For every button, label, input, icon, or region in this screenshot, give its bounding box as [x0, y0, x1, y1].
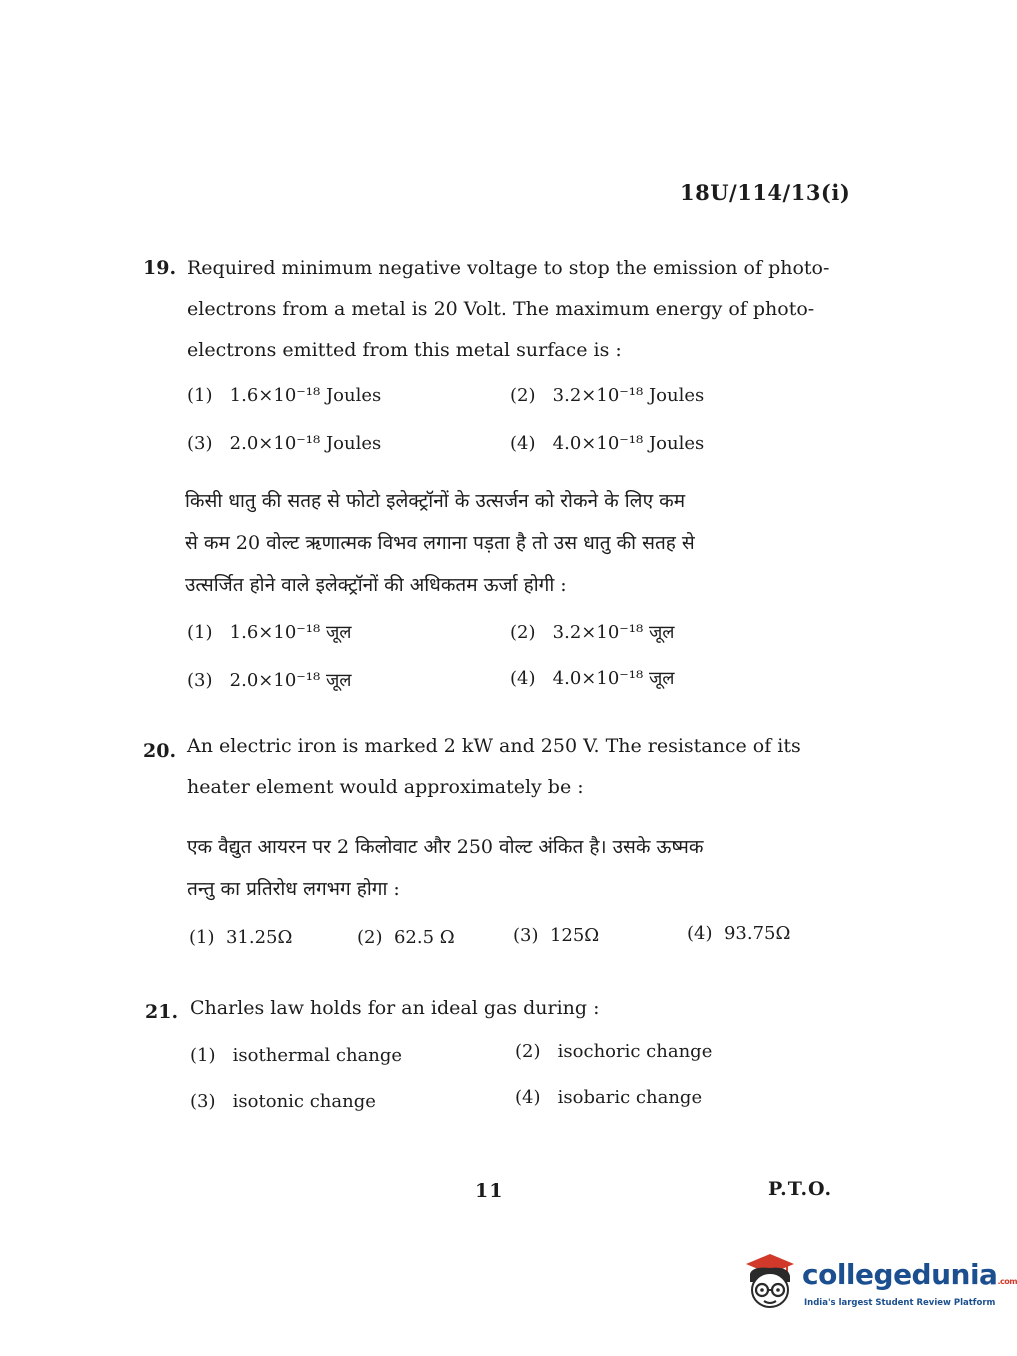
option-1[interactable] — [190, 1045, 402, 1066]
question-line: electrons from a metal is 20 Volt. The maximum energy of photo- — [187, 298, 815, 320]
question-text-hindi — [187, 826, 837, 910]
hindi-line: से कम 20 वोल्ट ऋणात्मक विभव लगाना पड़ता है तो उस धातु की सतह से — [185, 532, 695, 554]
option-number: (3) — [187, 670, 213, 691]
option-text: 4.0×10⁻¹⁸ Joules — [552, 433, 705, 454]
option-text: 1.6×10⁻¹⁸ Joules — [229, 385, 382, 406]
paper-code: 18U/114/13(i) — [680, 180, 851, 205]
option-number: (3) — [187, 433, 213, 454]
question-line: heater element would approximately be : — [187, 776, 584, 798]
question-text — [190, 988, 830, 1029]
question-text — [187, 248, 830, 371]
option-3[interactable] — [190, 1091, 376, 1112]
option-4[interactable] — [510, 433, 704, 454]
option-number: (4) — [687, 923, 713, 944]
option-number: (1) — [189, 927, 215, 948]
collegedunia-watermark — [742, 1250, 1017, 1320]
hindi-option-1[interactable] — [187, 620, 352, 644]
option-text: 4.0×10⁻¹⁸ जूल — [552, 668, 675, 689]
question-line: Required minimum negative voltage to stop the emission of photo- — [187, 257, 830, 279]
option-2[interactable] — [357, 927, 455, 948]
option-text: 125Ω — [549, 925, 600, 946]
option-text: 3.2×10⁻¹⁸ जूल — [552, 622, 675, 643]
question-text-hindi — [185, 480, 835, 606]
option-number: (2) — [515, 1041, 541, 1062]
option-number: (2) — [510, 622, 536, 643]
hindi-option-3[interactable] — [187, 668, 352, 692]
option-text: isotonic change — [232, 1091, 376, 1112]
option-number: (3) — [513, 925, 539, 946]
question-line: electrons emitted from this metal surface is : — [187, 339, 622, 361]
option-4[interactable] — [515, 1087, 702, 1108]
hindi-line: एक वैद्युत आयरन पर 2 किलोवाट और 250 वोल्ट अंकित है। उसके ऊष्मक — [187, 836, 704, 858]
option-3[interactable] — [187, 433, 381, 454]
option-text: 3.2×10⁻¹⁸ Joules — [552, 385, 705, 406]
question-number: 21. — [145, 1001, 179, 1023]
option-text: 1.6×10⁻¹⁸ जूल — [229, 622, 352, 643]
option-number: (4) — [510, 668, 536, 689]
option-number: (1) — [187, 385, 213, 406]
option-4[interactable] — [687, 923, 790, 944]
option-text: 93.75Ω — [723, 923, 791, 944]
option-2[interactable] — [515, 1041, 712, 1062]
question-text — [187, 726, 827, 808]
mascot-icon — [742, 1252, 798, 1312]
option-number: (2) — [510, 385, 536, 406]
option-number: (4) — [510, 433, 536, 454]
option-number: (3) — [190, 1091, 216, 1112]
hindi-line: तन्तु का प्रतिरोध लगभग होगा : — [187, 878, 400, 900]
option-text: isochoric change — [557, 1041, 713, 1062]
option-2[interactable] — [510, 385, 704, 406]
question-number: 20. — [143, 740, 177, 762]
hindi-option-2[interactable] — [510, 620, 675, 644]
question-line: An electric iron is marked 2 kW and 250 V. The resistance of its — [187, 735, 801, 757]
hindi-line: किसी धातु की सतह से फोटो इलेक्ट्रॉनों के उत्सर्जन को रोकने के लिए कम — [185, 490, 686, 512]
option-1[interactable] — [189, 927, 292, 948]
option-number: (1) — [187, 622, 213, 643]
question-number: 19. — [143, 257, 177, 279]
option-3[interactable] — [513, 925, 599, 946]
page-number: 11 — [475, 1180, 504, 1202]
option-number: (4) — [515, 1087, 541, 1108]
pto-label: P.T.O. — [768, 1178, 833, 1200]
option-text: 2.0×10⁻¹⁸ Joules — [229, 433, 382, 454]
brand-name: collegedunia.com — [802, 1258, 1017, 1291]
hindi-option-4[interactable] — [510, 666, 675, 690]
hindi-line: उत्सर्जित होने वाले इलेक्ट्रॉनों की अधिकतम ऊर्जा होगी : — [185, 574, 567, 596]
brand-tagline: India's largest Student Review Platform — [804, 1298, 996, 1308]
question-line: Charles law holds for an ideal gas during : — [190, 997, 600, 1019]
option-1[interactable] — [187, 385, 381, 406]
option-text: 2.0×10⁻¹⁸ जूल — [229, 670, 352, 691]
option-text: isothermal change — [232, 1045, 403, 1066]
option-text: 62.5 Ω — [393, 927, 455, 948]
option-number: (1) — [190, 1045, 216, 1066]
option-number: (2) — [357, 927, 383, 948]
option-text: isobaric change — [557, 1087, 703, 1108]
option-text: 31.25Ω — [225, 927, 293, 948]
